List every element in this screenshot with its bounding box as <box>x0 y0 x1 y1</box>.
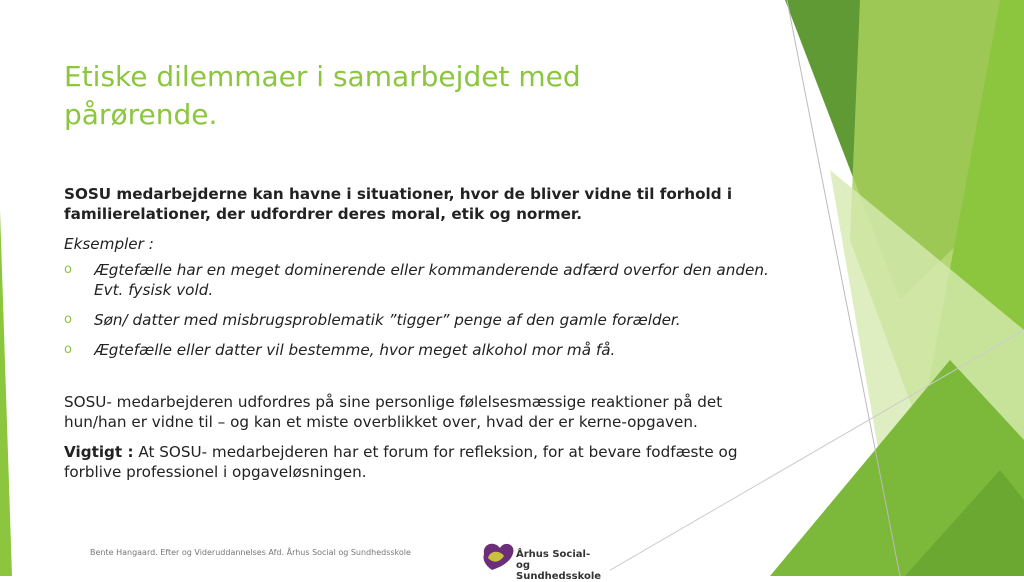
important-text: At SOSU- medarbejderen har et forum for refleksion, for at bevare fodfæste og forblive professionel i opgaveløsningen. <box>64 443 738 481</box>
example-text: Søn/ datter med misbrugsproblematik ”tigger” penge af den gamle forælder. <box>94 311 681 329</box>
challenge-paragraph: SOSU- medarbejderen udfordres på sine personlige følelsesmæssige reaktioner på det hun/han er vidne til – og kan et miste overblikket over, hvad der er kerne-opgaven. <box>64 393 723 431</box>
example-text: Ægtefælle eller datter vil bestemme, hvor meget alkohol mor må få. <box>94 341 616 359</box>
example-text: Ægtefælle har en meget dominerende eller kommanderende adfærd overfor den anden. Evt. fysisk vold. <box>94 261 769 299</box>
list-item <box>64 340 784 360</box>
list-item <box>64 260 784 300</box>
important-paragraph <box>64 442 784 482</box>
circle-bullet-icon: o <box>64 342 72 357</box>
left-edge-green-sliver <box>0 210 12 576</box>
circle-bullet-icon: o <box>64 312 72 327</box>
slide-body <box>64 184 784 482</box>
slide-title: Etiske dilemmaer i samarbejdet med pårørende. <box>64 60 581 131</box>
footer-credit: Bente Hangaard. Efter og Videruddannelses Afd. Århus Social og Sundhedsskole <box>90 548 411 557</box>
school-logo <box>478 536 610 582</box>
examples-list <box>64 260 784 360</box>
logo-line-2: og Sundhedsskole <box>516 560 602 582</box>
circle-bullet-icon: o <box>64 262 72 277</box>
heart-logo-icon <box>478 536 518 576</box>
important-label: Vigtigt : <box>64 443 134 461</box>
intro-paragraph: SOSU medarbejderne kan havne i situationer, hvor de bliver vidne til forhold i familierelationer, der udfordrer deres moral, etik og normer. <box>64 185 733 223</box>
list-item <box>64 310 784 330</box>
examples-label: Eksempler : <box>64 235 154 253</box>
logo-line-1: Århus Social- <box>516 549 591 560</box>
